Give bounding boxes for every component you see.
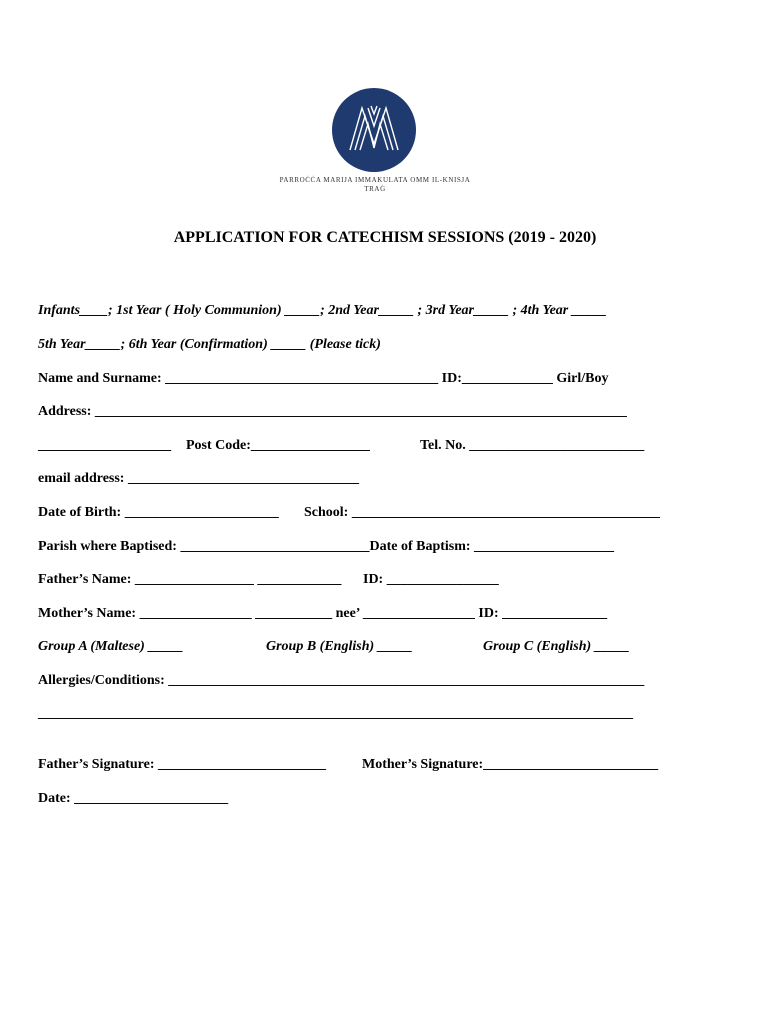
date-of-birth-field[interactable]: Date of Birth: ______________________ [38, 505, 279, 520]
father-row [38, 572, 738, 590]
group-row [38, 639, 738, 657]
mother-row[interactable]: Mother’s Name: ________________ ___________ nee’ ________________ ID: _______________ [38, 606, 608, 621]
address-postcode-tel-row [38, 438, 738, 456]
allergies-continuation-field[interactable]: _____________________________________________________________________________________ [38, 706, 633, 721]
allergies-field[interactable]: Allergies/Conditions: ____________________________________________________________________ [38, 673, 645, 688]
year-selection-line-1[interactable]: Infants____; 1st Year ( Holy Communion) _____; 2nd Year_____ ; 3rd Year_____ ; 4th Year _____ [38, 303, 607, 318]
father-name-field[interactable]: Father’s Name: _________________ ____________ [38, 572, 342, 587]
father-id-field[interactable]: ID: ________________ [363, 572, 499, 587]
mother-signature-field[interactable]: Mother’s Signature:_________________________ [362, 757, 659, 772]
school-field[interactable]: School: ____________________________________________ [304, 505, 660, 520]
baptism-field[interactable]: Parish where Baptised: ___________________________Date of Baptism: ____________________ [38, 539, 615, 554]
signature-row [38, 757, 738, 775]
form-title: APPLICATION FOR CATECHISM SESSIONS (2019 - 2020) [173, 229, 597, 246]
name-surname-field[interactable]: Name and Surname: _______________________________________ ID:_____________ Girl/Boy [38, 371, 609, 386]
dob-school-row [38, 505, 738, 523]
telephone-field[interactable]: Tel. No. _________________________ [420, 438, 645, 453]
parish-logo-icon [332, 88, 416, 172]
email-field[interactable]: email address: _________________________________ [38, 471, 359, 486]
parish-name-caption: PARROĊĊA MARIJA IMMAKULATA OMM IL-KNISJA [279, 176, 471, 184]
parish-location-caption: TRAĠ [364, 185, 386, 193]
address-continuation-field[interactable]: ___________________ [38, 438, 171, 453]
year-selection-line-2[interactable]: 5th Year_____; 6th Year (Confirmation) _____ (Please tick) [38, 337, 381, 352]
date-field[interactable]: Date: ______________________ [38, 791, 229, 806]
father-signature-field[interactable]: Father’s Signature: ________________________ [38, 757, 327, 772]
post-code-field[interactable]: Post Code:_________________ [186, 438, 370, 453]
group-a-field[interactable]: Group A (Maltese) _____ [38, 639, 184, 654]
group-c-field[interactable]: Group C (English) _____ [483, 639, 630, 654]
address-field[interactable]: Address: ____________________________________________________________________________ [38, 404, 627, 419]
group-b-field[interactable]: Group B (English) _____ [266, 639, 413, 654]
